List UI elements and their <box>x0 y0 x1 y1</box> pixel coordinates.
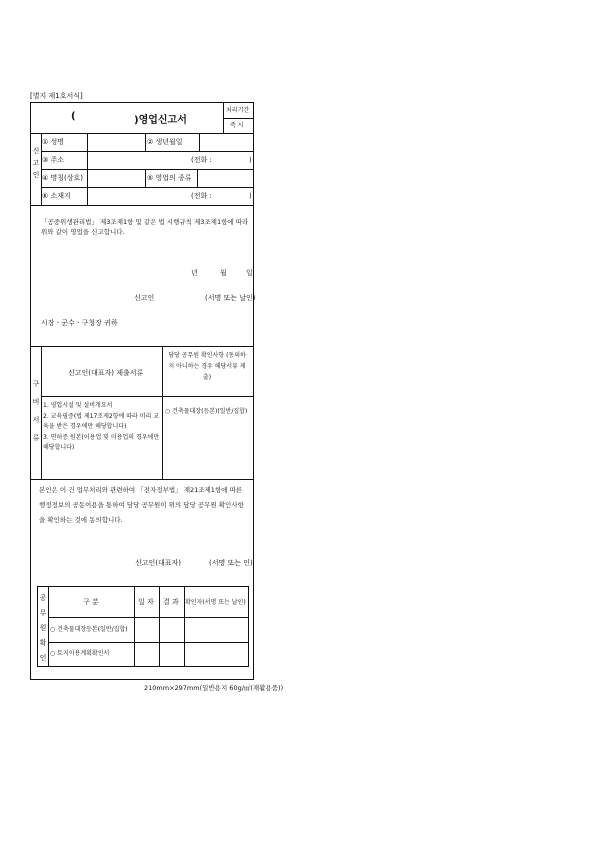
declaration-signature-hint: (서명 또는 날인) <box>205 294 256 302</box>
documents-col2-item: ○ 건축물대장(등본)(일반/집합) <box>165 408 248 415</box>
declaration-text: 「공중위생관리법」 제3조제1항 및 같은 법 시행규칙 제3조제1항에 따라 위와 같이 영업을 신고합니다. <box>41 218 249 236</box>
phone2-end: ) <box>249 192 252 200</box>
consent-signature-hint: (서명 또는 인) <box>209 559 253 567</box>
verification-result-cell[interactable] <box>161 619 183 664</box>
processing-period-value: 즉 시 <box>230 122 244 129</box>
documents-side-label: 구 비 서 류 <box>32 380 40 442</box>
birth-field[interactable] <box>201 135 251 149</box>
birth-label: ② 생년월일 <box>147 138 183 146</box>
business-type-field[interactable] <box>199 171 251 185</box>
verification-confirmer-cell[interactable] <box>186 619 246 664</box>
title-open: ( <box>71 111 76 122</box>
address-field[interactable] <box>89 153 189 167</box>
business-type-label: ⑤ 영업의 종류 <box>147 174 192 182</box>
form-container <box>30 102 254 680</box>
verification-header-result: 결 과 <box>163 598 179 606</box>
form-label: [별지 제1호서식] <box>30 92 83 100</box>
documents-col1-list <box>43 401 161 453</box>
name-field[interactable] <box>89 135 143 149</box>
phone2-label: (전화 : <box>191 192 212 200</box>
list-item: 2. 교육필증(법 제17조제2항에 따라 미리 교육을 받은 경우에만 해당합니다) <box>43 413 159 430</box>
declaration-signer-label: 신고인 <box>134 294 155 302</box>
date-month: 월 <box>220 269 227 277</box>
address-label: ③ 주소 <box>42 156 65 164</box>
verification-header-date: 일 자 <box>138 598 154 606</box>
list-item: 1. 영업시설 및 설비개요서 <box>43 402 113 409</box>
verification-row: ○ 건축물대장등본(일반/집합) <box>50 626 128 633</box>
verification-date-cell[interactable] <box>136 619 158 664</box>
documents-col1-header: 신고인(대표자) 제출서류 <box>68 369 144 377</box>
verification-table <box>37 586 249 667</box>
location-label: ⑥ 소재지 <box>42 192 71 200</box>
name-label: ① 성명 <box>42 138 65 146</box>
consent-text: 본인은 이 건 업무처리와 관련하여 「전자정부법」 제21조제1항에 따른 행정정보의 공동이용을 통하여 담당 공무원이 위의 담당 공무원 확인사항을 확인하는 것에 동의합니다. <box>39 486 244 524</box>
business-name-label: ④ 명칭(상호) <box>42 174 84 182</box>
form-title: )영업신고서 <box>134 115 187 126</box>
documents-col2-header: 담당 공무원 확인사항 (동의하지 아니하는 경우 해당서류 제출) <box>168 352 246 381</box>
phone1-label: (전화 : <box>191 156 212 164</box>
consent-signer-label: 신고인(대표자) <box>135 559 182 567</box>
list-item: 3. 면허증 원본(이용업 및 미용업의 경우에만 해당합니다) <box>43 434 160 451</box>
processing-period-label: 처리기간 <box>226 107 250 114</box>
verification-header-confirmer: 확인자(서명 또는 날인) <box>185 599 246 606</box>
recipient: 시장ㆍ군수ㆍ구청장 귀하 <box>41 319 118 327</box>
verification-row: ○ 토지이용계획확인서 <box>50 650 110 657</box>
date-year: 년 <box>191 269 198 277</box>
location-field[interactable] <box>89 189 189 203</box>
date-day: 일 <box>246 269 253 277</box>
paper-spec-footer: 210mm×297mm(일반용지 60g/㎡(재활용품)) <box>144 684 284 692</box>
phone1-end: ) <box>249 156 252 164</box>
business-name-field[interactable] <box>89 171 143 185</box>
verification-side-label: 공 무 원 확 인 <box>39 594 47 662</box>
applicant-side-label: 신 고 인 <box>32 147 40 179</box>
verification-header-category: 구 분 <box>83 598 99 606</box>
